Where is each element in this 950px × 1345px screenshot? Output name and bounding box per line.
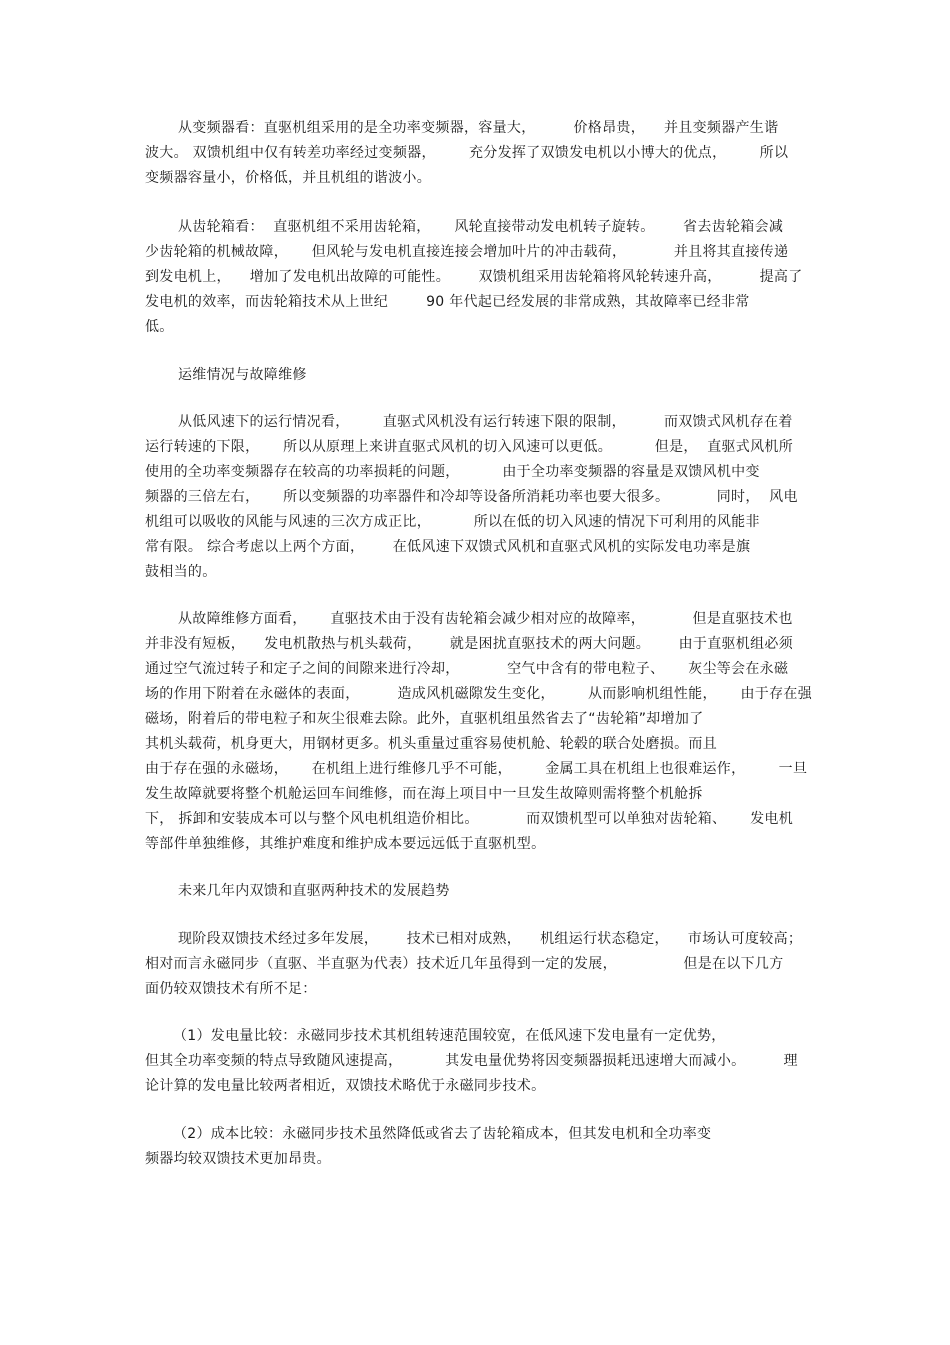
text-line: 频器的三倍左右， 所以变频器的功率器件和冷却等设备所消耗功率也要大很多。 同时， 风电 bbox=[145, 489, 798, 505]
text-line: 到发电机上， 增加了发电机出故障的可能性。 双馈机组采用齿轮箱将风轮转速升高， 提高了 bbox=[145, 269, 803, 285]
text-line: 使用的全功率变频器存在较高的功率损耗的问题， 由于全功率变频器的容量是双馈风机中变 bbox=[145, 464, 760, 480]
section-heading: 未来几年内双馈和直驱两种技术的发展趋势 bbox=[178, 883, 450, 899]
text-line: 发生故障就要将整个机舱运回车间维修，而在海上项目中一旦发生故障则需将整个机舱拆 bbox=[145, 786, 703, 802]
text-line: 面仍较双馈技术有所不足： bbox=[145, 981, 317, 997]
text-line: 其机头载荷，机身更大，用钢材更多。机头重量过重容易使机舱、轮毂的联合处磨损。而且 bbox=[145, 736, 717, 752]
text-line: 发电机的效率，而齿轮箱技术从上世纪 90 年代起已经发展的非常成熟，其故障率已经非常 bbox=[145, 294, 750, 310]
text-line: 通过空气流过转子和定子之间的间隙来进行冷却， 空气中含有的带电粒子、 灰尘等会在永磁 bbox=[145, 661, 789, 677]
text-line: 机组可以吸收的风能与风速的三次方成正比， 所以在低的切入风速的情况下可利用的风能非 bbox=[145, 514, 760, 530]
text-line: 鼓相当的。 bbox=[145, 564, 217, 580]
text-line: 相对而言永磁同步（直驱、半直驱为代表）技术近几年虽得到一定的发展， 但是在以下几方 bbox=[145, 956, 784, 972]
text-line: 但其全功率变频的特点导致随风速提高， 其发电量优势将因变频器损耗迅速增大而减小。 理 bbox=[145, 1053, 798, 1069]
text-line: 运行转速的下限， 所以从原理上来讲直驱式风机的切入风速可以更低。 但是， 直驱式风机所 bbox=[145, 439, 793, 455]
text-line: 低。 bbox=[145, 319, 174, 335]
text-line: 从变频器看：直驱机组采用的是全功率变频器，容量大， 价格昂贵， 并且变频器产生谐 bbox=[178, 120, 779, 136]
text-line: 现阶段双馈技术经过多年发展， 技术已相对成熟， 机组运行状态稳定， 市场认可度较高； bbox=[178, 931, 803, 947]
text-line: 下， 拆卸和安装成本可以与整个风电机组造价相比。 而双馈机型可以单独对齿轮箱、 发电机 bbox=[145, 811, 793, 827]
text-line: 从低风速下的运行情况看， 直驱式风机没有运行转速下限的限制， 而双馈式风机存在着 bbox=[178, 414, 793, 430]
text-line: 常有限。 综合考虑以上两个方面， 在低风速下双馈式风机和直驱式风机的实际发电功率是旗 bbox=[145, 539, 751, 555]
text-line: 频器均较双馈技术更加昂贵。 bbox=[145, 1151, 331, 1167]
text-line: 从故障维修方面看， 直驱技术由于没有齿轮箱会减少相对应的故障率， 但是直驱技术也 bbox=[178, 611, 793, 627]
text-line: 变频器容量小，价格低，并且机组的谐波小。 bbox=[145, 170, 431, 186]
text-line: 并非没有短板， 发电机散热与机头载荷， 就是困扰直驱技术的两大问题。 由于直驱机组必须 bbox=[145, 636, 793, 652]
text-line: （2）成本比较：永磁同步技术虽然降低或省去了齿轮箱成本，但其发电机和全功率变 bbox=[173, 1126, 712, 1142]
text-line: 波大。 双馈机组中仅有转差功率经过变频器， 充分发挥了双馈发电机以小博大的优点， 所以 bbox=[145, 145, 789, 161]
text-line: 场的作用下附着在永磁体的表面， 造成风机磁隙发生变化， 从而影响机组性能， 由于存在强 bbox=[145, 686, 813, 702]
text-line: 论计算的发电量比较两者相近，双馈技术略优于永磁同步技术。 bbox=[145, 1078, 546, 1094]
text-line: 等部件单独维修，其维护难度和维护成本要远远低于直驱机型。 bbox=[145, 836, 546, 852]
section-heading: 运维情况与故障维修 bbox=[178, 367, 307, 383]
text-line: （1）发电量比较：永磁同步技术其机组转速范围较宽，在低风速下发电量有一定优势， bbox=[173, 1028, 726, 1044]
text-line: 少齿轮箱的机械故障， 但风轮与发电机直接连接会增加叶片的冲击载荷， 并且将其直接传递 bbox=[145, 244, 789, 260]
text-line: 磁场，附着后的带电粒子和灰尘很难去除。此外，直驱机组虽然省去了“齿轮箱”却增加了 bbox=[145, 711, 704, 727]
text-line: 由于存在强的永磁场， 在机组上进行维修几乎不可能， 金属工具在机组上也很难运作， 一旦 bbox=[145, 761, 808, 777]
text-line: 从齿轮箱看： 直驱机组不采用齿轮箱， 风轮直接带动发电机转子旋转。 省去齿轮箱会减 bbox=[178, 219, 784, 235]
